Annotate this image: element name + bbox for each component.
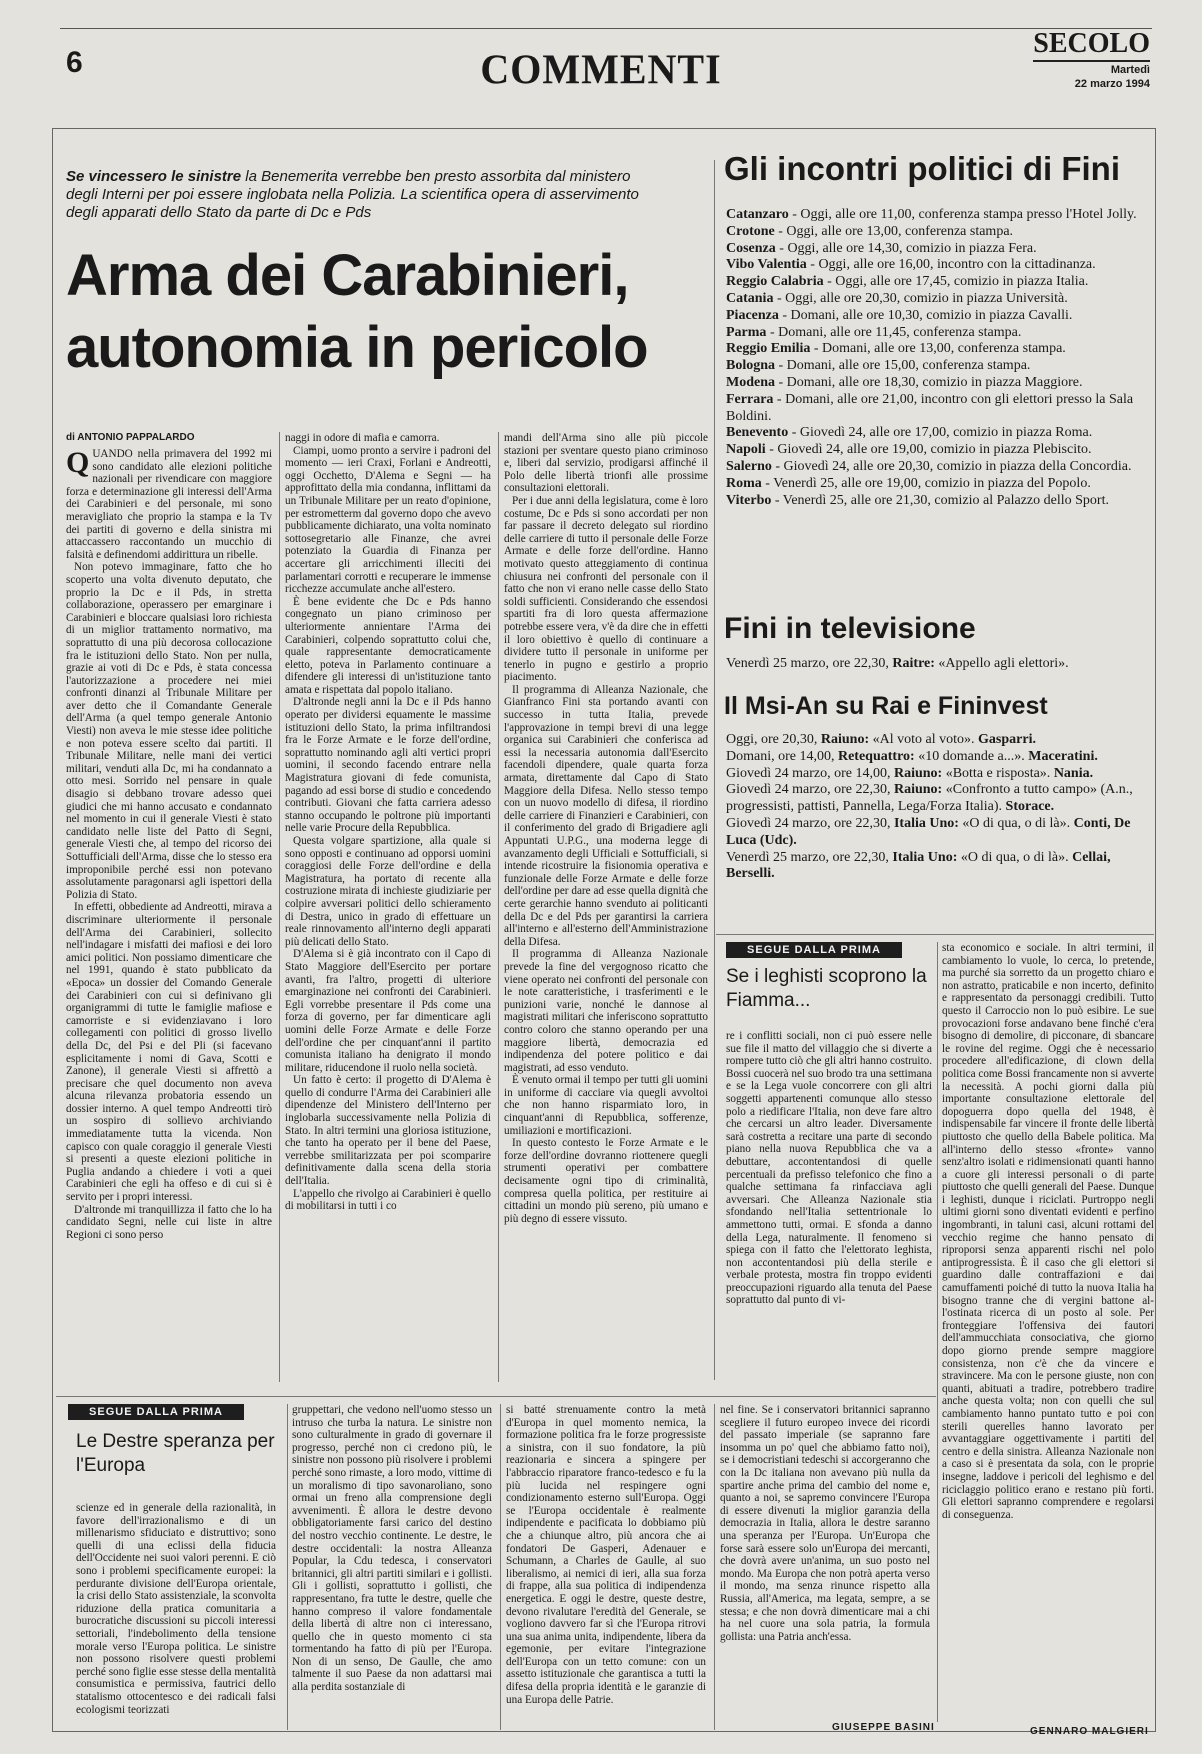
event-city: Viterbo <box>726 492 772 508</box>
rai-guest: Gasparri. <box>978 732 1036 747</box>
event-item <box>726 224 1156 241</box>
paragraph: D'altronde mi tranquillizza il fatto che lo ha candidato Segni, nelle cui liste in altre Regioni ci sono perso <box>66 1203 272 1241</box>
event-text: - Domani, alle ore 10,30, comizio in piazza Cavalli. <box>778 307 1073 323</box>
rai-show: «10 domande a...». <box>914 748 1029 764</box>
article-column-1 <box>66 448 272 1380</box>
paragraph: In questo contesto le Forze Armate e le forze dell'ordine dovranno riottenere quegli strumenti operativi per combattere decisamente ogni tipo di criminalità, compresa quella politica, per restituire ai cittadini un mondo più sereno, più umano e più degno di essere vissuto. <box>504 1137 708 1225</box>
column-divider <box>279 432 280 1382</box>
rai-item <box>726 782 1156 816</box>
destre-banner: SEGUE DALLA PRIMA <box>68 1404 244 1420</box>
paragraph: nel fine. Se i conservatori britannici sapranno scegliere il futuro europeo invece dei ricordi del passato imperiale (se sapranno fare insomma un po' quel che abbiamo fatto noi), se i democristiani tedeschi si accorgeranno che con la Dc italiana non avevano più nulla da spartire anche prima del cambio del nome e, quanto a noi, se sapremo convincere l'Europa di essere divenuti la miglior garanzia della democrazia in Italia, allora le destre saranno una speranza per l'Europa. Un'Europa che forse sarà essere solo un'Europa dei mercanti, che dovrà avere un'anima, un suo posto nel mondo. Ma Europa che non potrà aperta verso il mondo, ma senza rinunce rispetto alla Russia, all'America, ma legata, sempre, a se stessa; e che non dovrà dimenticare mai a chi ha nel cuore una sola patria, la formula gollista: una Patria anch'essa. <box>720 1404 930 1643</box>
rai-time: Domani, ore 14,00, <box>726 748 838 764</box>
leghisti-banner: SEGUE DALLA PRIMA <box>726 942 902 958</box>
rai-item <box>726 749 1156 766</box>
rai-show: «Confronto a tutto campo» (A.n., progressisti, pattisti, Pannella, Lega/Forza Italia). <box>726 782 1133 815</box>
rai-show: «O di qua, o di là». <box>958 815 1074 831</box>
events-title: Gli incontri politici di Fini <box>724 150 1120 187</box>
paragraph: È venuto ormai il tempo per tutti gli uomini in uniforme di cacciare via quegli avvoltoi che non hanno risparmiato loro, in cinquant'anni di Repubblica, sofferenze, umiliazioni e mortificazioni. <box>504 1074 708 1137</box>
event-item <box>726 325 1156 342</box>
paragraph: In effetti, obbediente ad Andreotti, mirava a discriminare ulteriormente il personale dell'Arma dei Carabinieri, sollecito nell'indagare i misfatti dei mafiosi e dei loro amici politici. Non possiamo dimenticare che nel 1991, quando è stato pubblicato da «Epoca» un dossier del Comando Generale dei Carabinieri con cui si definivano gli organigrammi di tutte le famiglie mafiose e camorriste e si evidenziavano i loro collegamenti con politici di grosso livello della Dc, del Psi e del Pli (si facevano esplicitamente i nomi di Gava, Scotti e Zanone), il generale Viesti si affrettò a precisare che quel documento non aveva alcuna rilevanza probatoria essendo un dossier interno. A quel tempo Andreotti tirò un sospiro di sollievo archiviando immediatamente tutta la vicenda. Non capisco con quale coraggio il generale Viesti si presenti a queste elezioni politiche in Puglia andando a chiedere i voti a quei Carabinieri che egli ha offeso e di cui si è servito per i propri interessi. <box>66 901 272 1204</box>
event-text: - Oggi, alle ore 13,00, conferenza stampa. <box>774 223 1014 239</box>
event-text: - Oggi, alle ore 11,00, conferenza stampa presso l'Hotel Jolly. <box>788 207 1137 222</box>
rai-time: Giovedì 24 marzo, ore 14,00, <box>726 765 894 781</box>
rai-show: «O di qua, o di là». <box>957 849 1073 865</box>
kicker-text: la Benemerita verrebbe ben presto assorbita dal ministero degli Interni per poi essere inglobata nella Polizia. La scientifica opera di asservimento degli apparati dello Stato da parte di Dc e Pds <box>66 168 639 221</box>
rai-channel: Raiuno: <box>820 732 870 747</box>
event-city: Ferrara <box>726 391 774 407</box>
article-kicker <box>66 168 646 222</box>
destre-signature: GIUSEPPE BASINI <box>832 1722 935 1733</box>
newspaper-logo <box>1033 28 1150 90</box>
rai-channel: Raiuno: <box>893 765 943 781</box>
event-text: - Domani, alle ore 15,00, conferenza stampa. <box>775 358 1031 374</box>
rai-time: Venerdì 25 marzo, ore 22,30, <box>726 849 893 865</box>
rai-channel: Italia Uno: <box>892 849 958 865</box>
event-item <box>726 274 1156 291</box>
paragraph: Ciampi, uomo pronto a servire i padroni del momento — ieri Craxi, Forlani e Andreotti, oggi Occhetto, D'Alema e Segni — ha approfittato della mia condanna, inflittami da un Tribunale Militare per un reato d'opinione, per estrometterm dal governo dopo che avevo pubblicamente dichiarato, una volta nominato sottosegretario alle Finanze, che avrei potenziato la Guardia di Finanza per accertare gli arricchimenti illeciti dei parlamentari corrotti e recuperare le immense ricchezze accumulate anche all'estero. <box>285 444 491 596</box>
headline-line-2: autonomia in pericolo <box>66 315 648 380</box>
event-city: Cosenza <box>726 240 776 256</box>
event-item <box>726 308 1156 325</box>
event-item <box>726 442 1156 459</box>
destre-column-1 <box>76 1502 276 1732</box>
event-city: Bologna <box>726 358 776 374</box>
event-city: Vibo Valentia <box>726 257 807 273</box>
paragraph: Per i due anni della legislatura, come è loro costume, Dc e Pds si sono accordati per non far passare il decreto delegato sul riordino delle carriere di tutto il personale delle Forze Armate e delle forze dell'ordine. Hanno motivato questo atteggiamento di continua chiusura nei confronti del personale con il fatto che non vi erano nelle casse dello Stato soldi sufficienti. Considerando che essendosi spartiti fra di loro questa affermazione potrebbe essere vera, v'è da dire che in effetti il loro obiettivo è quello di continuare a dividere tutto il personale in uniforme per tenerlo in pugno e gestirlo a proprio piacimento. <box>504 494 708 684</box>
event-text: - Venerdì 25, alle ore 21,30, comizio al Palazzo dello Sport. <box>771 492 1109 508</box>
event-city: Piacenza <box>726 307 779 323</box>
event-city: Modena <box>726 374 775 390</box>
headline-line-1: Arma dei Carabinieri, <box>66 243 629 308</box>
rai-item <box>726 816 1156 850</box>
paragraph: Non potevo immaginare, fatto che ho scoperto una volta divenuto deputato, che proprio la Dc e il Pds, in stretta collaborazione, operassero per emarginare i Carabinieri e bloccare qualsiasi loro richiesta di un miglior trattamento normativo, ma soprattutto di una più decorosa collocazione fra le istituzioni dello Stato. Non per nulla, grazie ai voti di Dc e Pds, è stata concessa l'autorizzazione a procedere nei miei confronti dinanzi al Tribunale Militare per aver detto che il Comandante Generale dell'Arma (a quel tempo generale Antonio Viesti) non aveva le mie stesse idee politiche e non poteva essere scelto dai partiti. Il Tribunale Militare, nelle mani dei vertici militari, venduti alla Dc, mi ha condannato a otto mesi. Sorrido nel pensare in quale disagio si debbano trovare adesso quei giudici che mi hanno accusato e condannato nel momento in cui il generale Viesti è stato candidato nelle liste del Patto di Segni, generale Viesti che, al tempo del ricorso dei Sottufficiali dell'Arma, disse che lo stesso era improponibile perché essi non potevano assolutamente paragonarsi agli ispettori della Polizia di Stato. <box>66 561 272 901</box>
events-list <box>726 207 1156 509</box>
page-number: 6 <box>66 46 83 79</box>
article-headline <box>66 240 666 384</box>
paragraph: Il programma di Alleanza Nazionale prevede la fine del vergognoso ricatto che viene operato nei confronti del personale con le note caratteristiche, i trasferimenti e le punizioni varie, nonché le dannose al magistrati militari che inferiscono soprattutto contro coloro che stanno operando per una maggiore libertà, democrazia ed indipendenza del potere politico e dai magistrati, ad esso venduto. <box>504 948 708 1074</box>
issue-date: 22 marzo 1994 <box>1074 78 1150 90</box>
event-city: Benevento <box>726 425 789 441</box>
tv-show: «Appello agli elettori». <box>934 656 1069 671</box>
drop-cap: Q <box>66 448 90 479</box>
rai-title: Il Msi-An su Rai e Fininvest <box>724 692 1048 720</box>
destre-column-2 <box>292 1404 492 1730</box>
issue-weekday: Martedì <box>1110 64 1150 76</box>
section-divider <box>716 934 1154 935</box>
rai-item <box>726 850 1156 884</box>
rai-item <box>726 766 1156 783</box>
paragraph: D'Alema si è già incontrato con il Capo di Stato Maggiore dell'Esercito per portare avanti, fra l'altro, progetti di ulteriore emarginazione nei confronti dei Carabinieri. Egli vorrebbe presentare il Pds come una forza di governo, per far dimenticare agli uomini delle Forze Armate e delle Forze dell'ordine che per cinquant'anni il partito comunista italiano ha denigrato il mondo militare, riducendone il ruolo nella società. <box>285 948 491 1074</box>
column-divider <box>498 432 499 1382</box>
leghisti-column-2 <box>942 942 1154 1712</box>
column-divider <box>714 1404 715 1730</box>
event-city: Reggio Emilia <box>726 341 811 357</box>
rai-channel: Italia Uno: <box>893 815 959 831</box>
event-city: Parma <box>726 324 767 340</box>
event-city: Crotone <box>726 223 775 239</box>
rai-guest: Storace. <box>1005 799 1055 815</box>
paragraph: È bene evidente che Dc e Pds hanno congegnato un piano criminoso per ulteriormente annientare l'Arma dei Carabinieri, colpendo soprattutto colui che, quale rappresentante democraticamente eletto, poteva in Parlamento continuare a difendere gli interessi di un'istituzione tanto amata e rispettata dal popolo italiano. <box>285 595 491 696</box>
event-text: - Domani, alle ore 13,00, conferenza stampa. <box>810 341 1066 357</box>
event-item <box>726 358 1156 375</box>
event-city: Catanzaro <box>726 207 789 222</box>
section-divider <box>56 1396 936 1397</box>
event-city: Roma <box>726 475 762 491</box>
event-item <box>726 257 1156 274</box>
tv-channel: Raitre: <box>892 656 935 671</box>
rai-guest: Maceratini. <box>1028 748 1098 764</box>
article-column-2 <box>285 432 491 1382</box>
rai-guest: Nania. <box>1053 765 1094 781</box>
rai-item <box>726 732 1156 749</box>
event-item <box>726 341 1156 358</box>
article-byline: di ANTONIO PAPPALARDO <box>66 432 195 443</box>
event-item <box>726 241 1156 258</box>
event-item <box>726 459 1156 476</box>
destre-column-3 <box>506 1404 706 1730</box>
event-city: Catania <box>726 290 774 306</box>
paragraph: mandi dell'Arma sino alle più piccole stazioni per sventare questo piano criminoso e, liberi dal servizio, prodigarsi affinché il Polo delle libertà trionfi alle prossime consultazioni elettorali. <box>504 432 708 495</box>
event-city: Reggio Calabria <box>726 274 824 290</box>
paragraph: sta economico e sociale. In altri termini, il cambiamento lo vuole, lo cerca, lo pretende, ma purché sia sorretto da un progetto chiaro e non astratto, praticabile e non incerto, definito e rappresentato da personaggi credibili. Tutto questo il Carroccio non lo può esibire. Le sue provocazioni forse andavano bene finché c'era bisogno di demolire, di picconare, di sbancare le rovine del regime. Oggi che è necessario procedere all'edificazione, di clown della politica come Bossi francamente non si avverte la necessità. A pochi giorni dalla più importante consultazione elettorale del dopoguerra dopo quella del 1948, è indispensabile far vincere il fronte delle libertà piuttosto che quello della Babele politica. Ma all'interno dello stesso «fronte» vanno senz'altro isolati e ridimensionati quanti hanno a cuore gli interessi personali o di parte piuttosto che quelli generali del Paese. Dunque i leghisti, dunque i riciclati. Purtroppo negli ultimi giorni sono diventati evidenti e perfino ingombranti, in taluni casi, alcuni rottami del vecchio regime che hanno pensato di riproporsi senza apparenti rischi nel polo antiprogressista. È il caso che gli elettori si guardino dalle contraffazioni e dai camuffamenti poiché di tutto la nuova Italia ha bisogno tranne che di vergini battone al-l'ostinata ricerca di un posto al sole. Per fronteggiare l'offensiva dei fautori dell'ammucchiata consociativa, che giorno dopo giorno prende sempre maggiore consistenza, non c'è che da vincere e stravincere. Ma con le persone giuste, non con quanti, abituati a tradire, potrebbero tradire anche questa volta; non con quelli che sul cambiamento hanno puntato tutto e poi con sterili querelles hanno lavorato per avvantaggiare oggettivamente i partiti del centro e della sinistra. Alleanza Nazionale non a caso si è presentata da sola, con le proprie insegne, laddove i pericoli del leghismo e del riciclaggio politico erano e restano più forti. Gli elettori sapranno comprendere e regolarsi di conseguenza. <box>942 942 1154 1521</box>
paragraph: L'appello che rivolgo ai Carabinieri è quello di mobilitarsi in tutti i co <box>285 1187 491 1213</box>
event-text: - Oggi, alle ore 20,30, comizio in piazza Università. <box>773 290 1068 306</box>
leghisti-signature: GENNARO MALGIERI <box>1030 1726 1149 1737</box>
column-divider <box>937 942 938 1722</box>
event-text: - Giovedì 24, alle ore 19,00, comizio in piazza Plebiscito. <box>765 442 1092 458</box>
event-item <box>726 291 1156 308</box>
rai-guest: Conti, De Luca (Udc). <box>726 815 1131 848</box>
paragraph: Il programma di Alleanza Nazionale, che Gianfranco Fini sta portando avanti con successo in tutta Italia, prevede l'approvazione in tempi brevi di una legge organica sui Carabinieri che conferisca ad essi la necessaria autonomia dall'Esercito facendoli dipendere, quale quarta forza armata, direttamente dal Capo di Stato Maggiore della Difesa. Nello stesso tempo con un nuovo modello di difesa, il riordino delle carriere di Finanzieri e Carabinieri, con il conferimento del grado di Brigadiere agli Appuntati U.P.G., una moderna legge di avanzamento degli Ufficiali e Sottufficiali, si intende ricostruire la fisionomia operativa e funzionale delle Forze Armate e delle forze dell'ordine per dare ad esse quella dignità che certe gerarchie hanno svenduto ai politicanti della Dc e del Pds per garantirsi la carriera all'interno e all'esterno dell'Amministrazione della Difesa. <box>504 683 708 948</box>
event-text: - Giovedì 24, alle ore 20,30, comizio in piazza della Concordia. <box>771 458 1132 474</box>
destre-title: Le Destre speranza per l'Europa <box>76 1431 275 1476</box>
rai-show: «Botta e risposta». <box>942 765 1054 781</box>
event-text: - Domani, alle ore 18,30, comizio in piazza Maggiore. <box>775 374 1083 390</box>
event-item <box>726 392 1156 426</box>
event-text: - Oggi, alle ore 14,30, comizio in piazza Fera. <box>775 240 1037 256</box>
event-item <box>726 425 1156 442</box>
tv-title: Fini in televisione <box>724 612 976 645</box>
section-title: COMMENTI <box>480 45 722 94</box>
destre-column-4 <box>720 1404 930 1722</box>
rai-time: Giovedì 24 marzo, ore 22,30, <box>726 782 894 798</box>
paragraph: gruppettari, che vedono nell'uomo stesso un intruso che turba la natura. Le sinistre non sono culturalmente in grado di governare il progresso, perché non ci credono più, le sinistre non possono più risolvere i problemi perché sono rimaste, a loro modo, vittime di un moralismo di tipo savonaroliano, sono ormai un freno alla comprensione degli avvenimenti. È allora le destre devono obbligatoriamente farsi carico del destino del nostro vecchio continente. Le destre, le destre occidentali: la nostra Alleanza Popular, la Cdu tedesca, i conservatori britannici, gli altri partiti similari e i gollisti. Gli i gollisti, soprattutto i gollisti, che rappresentano, fra tutte le destre, quelle che hanno compreso il valore fondamentale della libertà di altre non ci interessano, quello che in questo momento ci sta tormentando ha fatto di più per l'Europa. Non di un senso, De Gaulle, che amo talmente il suo Paese da non adattarsi mai alla perdita sostanziale di <box>292 1404 492 1694</box>
event-text: - Venerdì 25, alle ore 19,00, comizio in piazza del Popolo. <box>761 475 1091 491</box>
event-text: - Giovedì 24, alle ore 17,00, comizio in piazza Roma. <box>788 425 1093 441</box>
event-text: - Domani, alle ore 11,45, conferenza stampa. <box>766 324 1022 340</box>
leghisti-column-1 <box>726 1030 932 1380</box>
rai-channel: Raiuno: <box>893 782 943 798</box>
paragraph: Un fatto è certo: il progetto di D'Alema è quello di condurre l'Arma dei Carabinieri alle dipendenze del Ministero dell'Interno per inglobarla successivamente nella Polizia di Stato. In altri termini una gloriosa istituzione, che tanto ha operato per il bene del Paese, verrebbe smilitarizzata per poi scomparire definitivamente dalla scena della storia dell'Italia. <box>285 1074 491 1188</box>
paragraph: re i conflitti sociali, non ci può essere nelle sue file il matto del villaggio che si diverte a rompere tutto ciò che gli altri hanno costruito. Bossi cuocerà nel suo brodo tra una settimana e se la Lega vuole concorrere con gli altri soggetti appartenenti comunque allo stesso polo a riedificare l'Italia, non deve fare altro che cercarsi un altro leader. Diversamente sarà costretta a recitare una parte di secondo piano nella nuova Repubblica che va a debuttare, accontentandosi di quelle percentuali da prefisso telefonico che fino a qualche settimana fa rinfacciava agli avversari. Che Alleanza Nazionale stia sfondando nell'Italia settentrionale lo ammettono tutti, ormai. E sfonda a danno della Lega, naturalmente. Il fenomeno si spiega con il fatto che l'elettorato leghista, non accontentandosi più della sterile e verbale protesta, mostra fin troppo evidenti preoccupazioni riguardo alla tenuta del Paese soprattutto dal punto di vi- <box>726 1030 932 1307</box>
rai-list <box>726 732 1156 883</box>
rai-guest: Cellai, Berselli. <box>726 849 1111 882</box>
paragraph: UANDO nella primavera del 1992 mi sono candidato alle elezioni politiche nazionali per rivendicare con maggiore forza e determinazione gli interessi dell'Arma dei Carabinieri e del personale, mi sono meravigliato che proprio la stampa e la Tv dei partiti di governo e della sinistra mi attaccassero raccontando un mucchio di falsità e definendomi addirittura un ribelle. <box>66 448 272 561</box>
rai-time: Giovedì 24 marzo, ore 22,30, <box>726 815 894 831</box>
leghisti-title: Se i leghisti scoprono la Fiamma... <box>726 966 927 1011</box>
paragraph: si batté strenuamente contro la metà d'Europa in quel momento nemica, la formazione politica fra le forze progressiste a sinistra, con il suo fondatore, la più reazionaria e sincera a spingere per l'abbraccio riparatore franco-tedesco e fu la più lucida nel respingere ogni condizionamento esterno sull'Europa. Oggi se l'Europa occidentale è realmente indipendente e pacificata lo dobbiamo più che a chiunque altro, più ancora che ai fondatori De Gasperi, Adenauer e Schumann, a Charles de Gaulle, al suo liberalismo, ai nemici di ieri, alla sua forza di frappe, alla sua politica di indipendenza energetica. E oggi le destre, queste destre, devono rivalutare l'eredità del Generale, se vogliono davvero far sì che l'Europa ritrovi una sua anima unita, indipendente, libera da egemonie, per evitare l'integrazione dell'Europa con un tetto comune: con un assetto istituzionale che garantisca a tutti la difesa della propria identità e le garanzie di una Europa delle Patrie. <box>506 1404 706 1706</box>
newspaper-name: SECOLO <box>1033 28 1150 62</box>
paragraph: naggi in odore di mafia e camorra. <box>285 432 440 444</box>
paragraph: D'altronde negli anni la Dc e il Pds hanno operato per dividersi equamente le massime istituzioni dello Stato, la prima infiltrandosi fra le Forze Armate e le forze dell'ordine, soprattutto nominando agli alti vertici propri uomini, il secondo facendo entrare nella Magistratura giovani di fede comunista, pagando ad essi borse di studio e concedendo contributi. Giovani che fatta carriera adesso stanno occupando le poltrone più importanti nelle varie Procure della Repubblica. <box>285 696 491 835</box>
event-item <box>726 493 1156 510</box>
column-divider <box>500 1404 501 1730</box>
kicker-bold: Se vincessero le sinistre <box>66 168 242 185</box>
paragraph: Questa volgare spartizione, alla quale si sono opposti e continuano ad opporsi uomini coraggiosi delle Forze dell'ordine e della Magistratura, ha portato di recente alla costruzione mirata di inchieste giudiziarie per colpire avversari politici dello schieramento di Destra, unico in grado di effettuare un reale rinnovamento all'interno degli apparati più delicati dello Stato. <box>285 835 491 948</box>
tv-time: Venerdì 25 marzo, ore 22,30, <box>726 656 893 671</box>
paragraph: scienze ed in generale della razionalità, in favore dell'irrazionalismo e di un millenarismo sfiduciato e distruttivo; sono quelli di una eclissi della fiducia dell'Occidente nei suoi valori perenni. E ciò sono i problemi specificamente europei: la perdurante divisione dell'Europa orientale, la crisi dello Stato assistenziale, la sconvolta riduzione della pratica comunitaria a burocratiche discussioni su piccoli interessi settoriali, l'indebolimento della tensione morale verso l'Europa politica. Le sinistre non possono risolvere questi problemi perché sono figlie esse stesse della mentalità consumistica e permissiva, fautrici dello statalismo ottocentesco e dei radicali falsi ecologismi teorizzati <box>76 1502 276 1716</box>
sidebar-divider <box>714 160 715 1380</box>
masthead-rule <box>60 28 1152 29</box>
event-city: Salerno <box>726 458 772 474</box>
event-city: Napoli <box>726 442 766 458</box>
event-text: - Oggi, alle ore 16,00, incontro con la cittadinanza. <box>806 257 1096 273</box>
article-column-3 <box>504 432 708 1382</box>
event-text: - Domani, alle ore 21,00, incontro con gli elettori presso la Sala Boldini. <box>726 391 1134 424</box>
rai-channel: Retequattro: <box>837 748 915 764</box>
event-item <box>726 207 1156 224</box>
tv-item <box>726 656 1156 673</box>
event-item <box>726 476 1156 493</box>
column-divider <box>287 1404 288 1730</box>
rai-time: Oggi, ore 20,30, <box>726 732 821 747</box>
rai-show: «Al voto al voto». <box>869 732 979 747</box>
event-item <box>726 375 1156 392</box>
event-text: - Oggi, alle ore 17,45, comizio in piazza Italia. <box>823 274 1089 290</box>
